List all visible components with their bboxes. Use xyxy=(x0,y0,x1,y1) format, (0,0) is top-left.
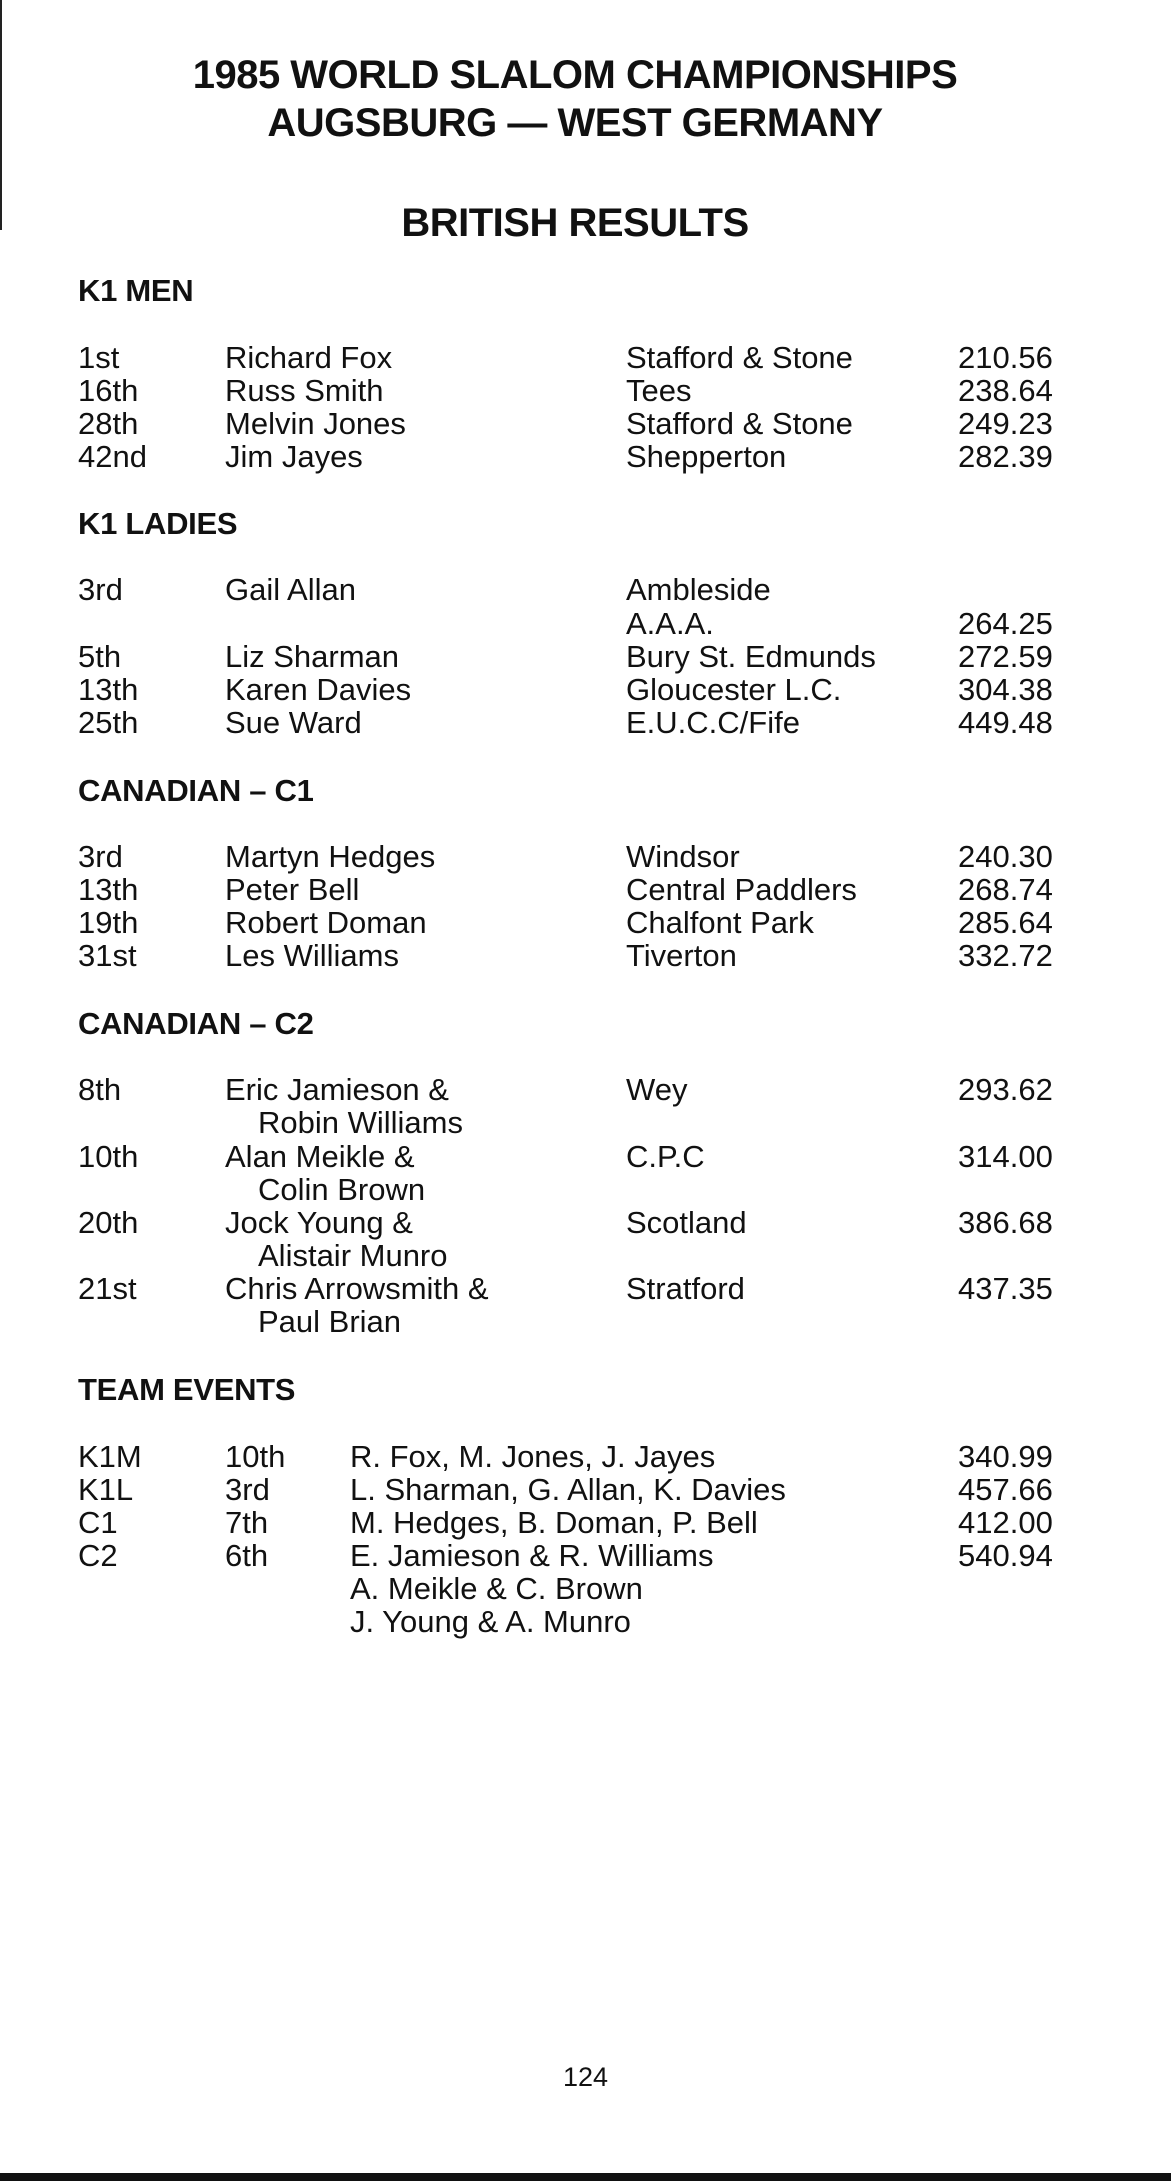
result-row xyxy=(0,573,1171,607)
club-continued: A.A.A. xyxy=(626,606,714,641)
competitor-name: Peter Bell xyxy=(225,872,360,907)
team-category: K1M xyxy=(78,1439,142,1474)
competitor-name: Jock Young & xyxy=(225,1205,413,1240)
team-row-continued xyxy=(0,1605,1171,1639)
result-row xyxy=(0,407,1171,441)
page-title: 1985 WORLD SLALOM CHAMPIONSHIPS xyxy=(192,53,958,97)
team-category: K1L xyxy=(78,1472,134,1507)
team-row xyxy=(0,1506,1171,1540)
time: 238.64 xyxy=(958,373,1053,408)
team-row xyxy=(0,1539,1171,1573)
club: Central Paddlers xyxy=(626,872,857,907)
page-title-location: AUGSBURG — WEST GERMANY xyxy=(267,101,883,145)
team-row-continued xyxy=(0,1572,1171,1606)
result-row xyxy=(0,873,1171,907)
result-row-continued xyxy=(0,1106,1171,1140)
section-heading-canadian-c1: CANADIAN – C1 xyxy=(78,773,314,808)
result-row xyxy=(0,1272,1171,1306)
section-heading-team-events: TEAM EVENTS xyxy=(78,1372,296,1407)
page-number: 124 xyxy=(562,2062,609,2092)
place: 3rd xyxy=(78,572,123,607)
place: 8th xyxy=(78,1072,122,1107)
club: Bury St. Edmunds xyxy=(626,639,876,674)
team-row xyxy=(0,1440,1171,1474)
place: 13th xyxy=(78,672,139,707)
section-heading-k1-men: K1 MEN xyxy=(78,273,194,308)
club: Ambleside xyxy=(626,572,771,607)
time: 314.00 xyxy=(958,1139,1053,1174)
club: E.U.C.C/Fife xyxy=(626,705,800,740)
result-row xyxy=(0,640,1171,674)
time: 437.35 xyxy=(958,1271,1053,1306)
competitor-name: Liz Sharman xyxy=(225,639,400,674)
result-row xyxy=(0,1073,1171,1107)
club: Scotland xyxy=(626,1205,747,1240)
result-row-continued xyxy=(0,1305,1171,1339)
place: 19th xyxy=(78,905,139,940)
time: 285.64 xyxy=(958,905,1053,940)
time: 449.48 xyxy=(958,705,1053,740)
competitor-name: Melvin Jones xyxy=(225,406,406,441)
place: 20th xyxy=(78,1205,139,1240)
place: 6th xyxy=(225,1538,269,1573)
club: Wey xyxy=(626,1072,688,1107)
team-category: C2 xyxy=(78,1538,118,1573)
time: 249.23 xyxy=(958,406,1053,441)
place: 25th xyxy=(78,705,139,740)
competitor-name-partner: Paul Brian xyxy=(258,1304,402,1339)
result-row xyxy=(0,673,1171,707)
time: 412.00 xyxy=(958,1505,1053,1540)
place: 13th xyxy=(78,872,139,907)
team-members: R. Fox, M. Jones, J. Jayes xyxy=(350,1439,716,1474)
result-row-continued xyxy=(0,607,1171,641)
place: 5th xyxy=(78,639,122,674)
competitor-name: Richard Fox xyxy=(225,340,393,375)
time: 272.59 xyxy=(958,639,1053,674)
time: 282.39 xyxy=(958,439,1053,474)
result-row xyxy=(0,374,1171,408)
result-row xyxy=(0,1140,1171,1174)
club: Gloucester L.C. xyxy=(626,672,842,707)
team-members-continued: A. Meikle & C. Brown xyxy=(350,1571,643,1606)
result-row xyxy=(0,840,1171,874)
competitor-name: Gail Allan xyxy=(225,572,356,607)
place: 42nd xyxy=(78,439,147,474)
competitor-name: Eric Jamieson & xyxy=(225,1072,449,1107)
page-subtitle: BRITISH RESULTS xyxy=(401,201,749,245)
bottom-edge-rule xyxy=(0,2173,1171,2181)
place: 31st xyxy=(78,938,137,973)
team-members-continued: J. Young & A. Munro xyxy=(350,1604,631,1639)
team-category: C1 xyxy=(78,1505,118,1540)
time: 332.72 xyxy=(958,938,1053,973)
time: 340.99 xyxy=(958,1439,1053,1474)
competitor-name: Russ Smith xyxy=(225,373,384,408)
time: 210.56 xyxy=(958,340,1053,375)
team-members: L. Sharman, G. Allan, K. Davies xyxy=(350,1472,786,1507)
competitor-name: Robert Doman xyxy=(225,905,427,940)
place: 16th xyxy=(78,373,139,408)
time: 240.30 xyxy=(958,839,1053,874)
place: 1st xyxy=(78,340,120,375)
place: 3rd xyxy=(225,1472,270,1507)
club: Stafford & Stone xyxy=(626,406,853,441)
competitor-name: Jim Jayes xyxy=(225,439,363,474)
place: 10th xyxy=(78,1139,139,1174)
time: 268.74 xyxy=(958,872,1053,907)
time: 457.66 xyxy=(958,1472,1053,1507)
team-members: E. Jamieson & R. Williams xyxy=(350,1538,714,1573)
result-row-continued xyxy=(0,1239,1171,1273)
time: 304.38 xyxy=(958,672,1053,707)
section-heading-k1-ladies: K1 LADIES xyxy=(78,506,238,541)
club: Tiverton xyxy=(626,938,737,973)
section-heading-canadian-c2: CANADIAN – C2 xyxy=(78,1006,314,1041)
club: C.P.C xyxy=(626,1139,705,1174)
competitor-name: Sue Ward xyxy=(225,705,362,740)
result-row xyxy=(0,906,1171,940)
place: 28th xyxy=(78,406,139,441)
competitor-name: Alan Meikle & xyxy=(225,1139,415,1174)
club: Stafford & Stone xyxy=(626,340,853,375)
club: Stratford xyxy=(626,1271,745,1306)
time: 293.62 xyxy=(958,1072,1053,1107)
competitor-name: Karen Davies xyxy=(225,672,412,707)
result-row xyxy=(0,1206,1171,1240)
club: Shepperton xyxy=(626,439,787,474)
competitor-name-partner: Alistair Munro xyxy=(258,1238,448,1273)
place: 21st xyxy=(78,1271,137,1306)
team-members: M. Hedges, B. Doman, P. Bell xyxy=(350,1505,758,1540)
place: 3rd xyxy=(78,839,123,874)
club: Tees xyxy=(626,373,692,408)
time: 386.68 xyxy=(958,1205,1053,1240)
place: 7th xyxy=(225,1505,269,1540)
competitor-name-partner: Colin Brown xyxy=(258,1172,426,1207)
competitor-name: Martyn Hedges xyxy=(225,839,436,874)
time: 540.94 xyxy=(958,1538,1053,1573)
club: Windsor xyxy=(626,839,740,874)
competitor-name-partner: Robin Williams xyxy=(258,1105,463,1140)
team-row xyxy=(0,1473,1171,1507)
result-row xyxy=(0,706,1171,740)
result-row-continued xyxy=(0,1173,1171,1207)
result-row xyxy=(0,939,1171,973)
competitor-name: Chris Arrowsmith & xyxy=(225,1271,489,1306)
result-row xyxy=(0,341,1171,375)
club: Chalfont Park xyxy=(626,905,814,940)
competitor-name: Les Williams xyxy=(225,938,399,973)
place: 10th xyxy=(225,1439,286,1474)
result-row xyxy=(0,440,1171,474)
time: 264.25 xyxy=(958,606,1053,641)
